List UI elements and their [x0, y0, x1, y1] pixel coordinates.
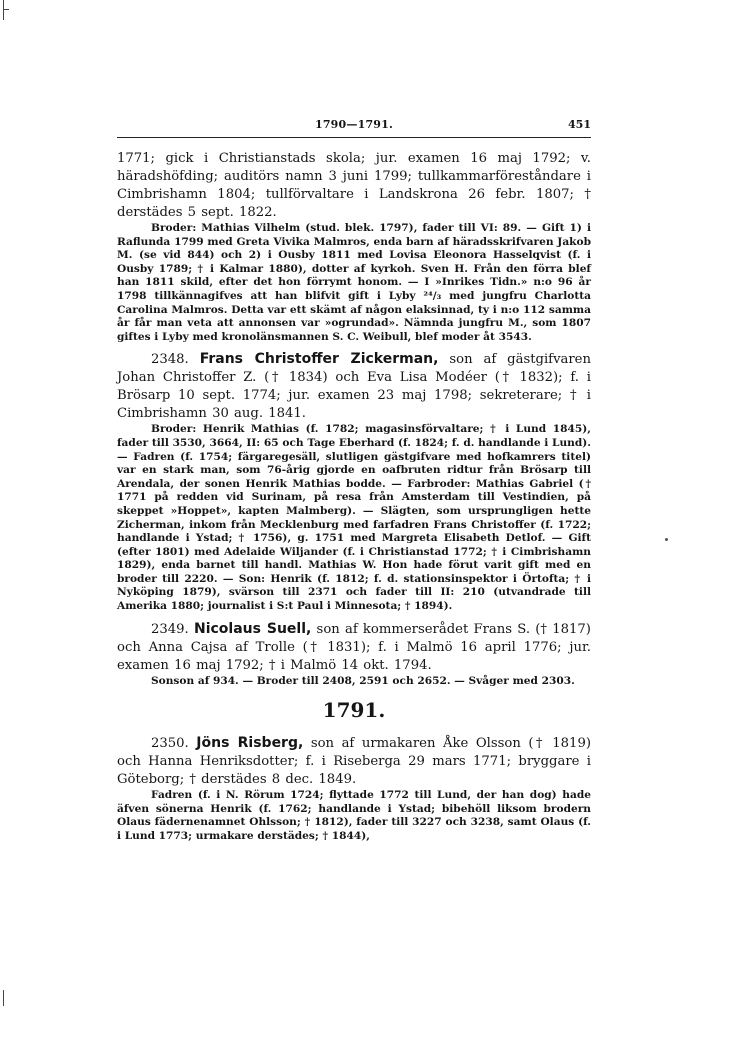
entry-note: Sonson af 934. — Broder till 2408, 2591 och 2652. — Svåger med 2303. [151, 674, 575, 687]
continuation-text: 1771; gick i Christianstads skola; jur. examen 16 maj 1792; v. häradshöfding; auditörs namn 3 juni 1799; tullkammarföreståndare i Cimbrishamn 1804; tullförvaltare i Landskrona 26 febr. 1807; † derstädes 5 sept. 1822. [117, 151, 591, 220]
page-number: 451 [568, 118, 591, 131]
entry-number: 2350. [151, 736, 189, 752]
entry-note: Broder: Henrik Mathias (f. 1782; magasinsförvaltare; † i Lund 1845), fader till 3530, 3664, II: 65 och Tage Eberhard (f. 1824; f. d. handlande i Lund). — Fadren (f. 1754; färgaregesäll, slutligen gästgifvare med hofkamrers titel) var en stark man, som 76-årig gjorde en oafbruten ridtur från Brösarp till Arendala, der sonen Henrik Mathias bodde. — Farbroder: Mathias Gabriel († 1771 på redden vid Surinam, på resa från Amsterdam till Vestindien, på skeppet »Hoppet», kapten Malmberg). — Slägten, som ursprungligen hette Zicherman, inkom från Mecklenburg med farfadren Frans Christoffer (f. 1722; handlande i Ystad; † 1756), g. 1751 med Margreta Elisabeth Detlof. — Gift (efter 1801) med Adelaide Wiljander (f. i Christianstad 1772; † i Cimbrishamn 1829), enda barnet till handl. Mathias W. Hon hade förut varit gift med en broder till 2220. — Son: Henrik (f. 1812; f. d. stationsinspektor i Örtofta; † i Nyköping 1879), svärson till 2371 och fader till II: 210 (utvandrade till Amerika 1880; journalist i S:t Paul i Minnesota; † 1894). [117, 423, 591, 613]
entry-paragraph [117, 620, 591, 675]
entry-number: 2349. [151, 621, 189, 637]
entry-text: son af kommerserådet Frans S. († 1817) och Anna Cajsa af Trolle († 1831); f. i Malmö 16 april 1776; jur. examen 16 maj 1792; † i Malmö 14 okt. 1794. [117, 621, 591, 673]
header-rule [117, 137, 591, 138]
entry-2348 [117, 350, 591, 613]
entry-name: Jöns Risberg, [196, 735, 304, 752]
page-edge-mark [3, 0, 4, 20]
entry-paragraph [117, 350, 591, 423]
page-edge-mark-bottom [3, 990, 4, 1006]
entry-text: son af urmakaren Åke Olsson († 1819) och Hanna Henriksdotter; f. i Riseberga 29 mars 1771; bryggare i Göteborg; † derstädes 8 dec. 1849. [117, 736, 591, 788]
entry-2349 [117, 620, 591, 689]
entry-text: son af gästgifvaren Johan Christoffer Z. († 1834) och Eva Lisa Modéer († 1832); f. i Brösarp 10 sept. 1774; jur. examen 23 maj 1798; sekreterare; † i Cimbrishamn 30 aug. 1841. [117, 352, 591, 422]
entry-name: Frans Christoffer Zickerman, [199, 351, 439, 368]
running-head [117, 118, 591, 134]
continuation-note: Broder: Mathias Vilhelm (stud. blek. 1797), fader till VI: 89. — Gift 1) i Raflunda 1799 med Greta Vivika Malmros, enda barn af häradsskrifvaren Jakob M. (se vid 844) och 2) i Ousby 1811 med Lovisa Eleonora Hasselqvist (f. i Ousby 1789; † i Kalmar 1880), dotter af kyrkoh. Sven H. Från den förra blef han 1811 skild, efter det hon förrymt honom. — I »Inrikes Tidn.» n:o 96 år 1798 tillkännagifves att han blifvit gift i Lyby ²⁴/₃ med jungfru Charlotta Carolina Malmros. Detta var ett skämt af någon elaksinnad, ty i n:o 112 samma år får man veta att annonsen var »ogrundad». Nämnda jungfru M., som 1807 giftes i Lyby med kronolänsmannen S. C. Weibull, blef moder åt 3543. [117, 222, 591, 343]
entry-number: 2348. [151, 352, 189, 368]
book-page [117, 118, 591, 850]
entry-note: Fadren (f. i N. Rörum 1724; flyttade 1772 till Lund, der han dog) hade äfven sönerna Henrik (f. 1762; handlande i Ystad; bibehöll liksom brodern Olaus fädernenamnet Ohlsson; † 1812), fader till 3227 och 3238, samt Olaus (f. i Lund 1773; urmakare derstädes; † 1844), [117, 789, 591, 843]
entry-name: Nicolaus Suell, [193, 620, 312, 637]
print-speck [665, 538, 668, 541]
entry-paragraph [117, 734, 591, 789]
entry-2350 [117, 734, 591, 843]
page-edge-tick [3, 9, 9, 10]
running-head-years: 1790—1791. [314, 118, 394, 131]
year-heading: 1791. [322, 698, 386, 723]
